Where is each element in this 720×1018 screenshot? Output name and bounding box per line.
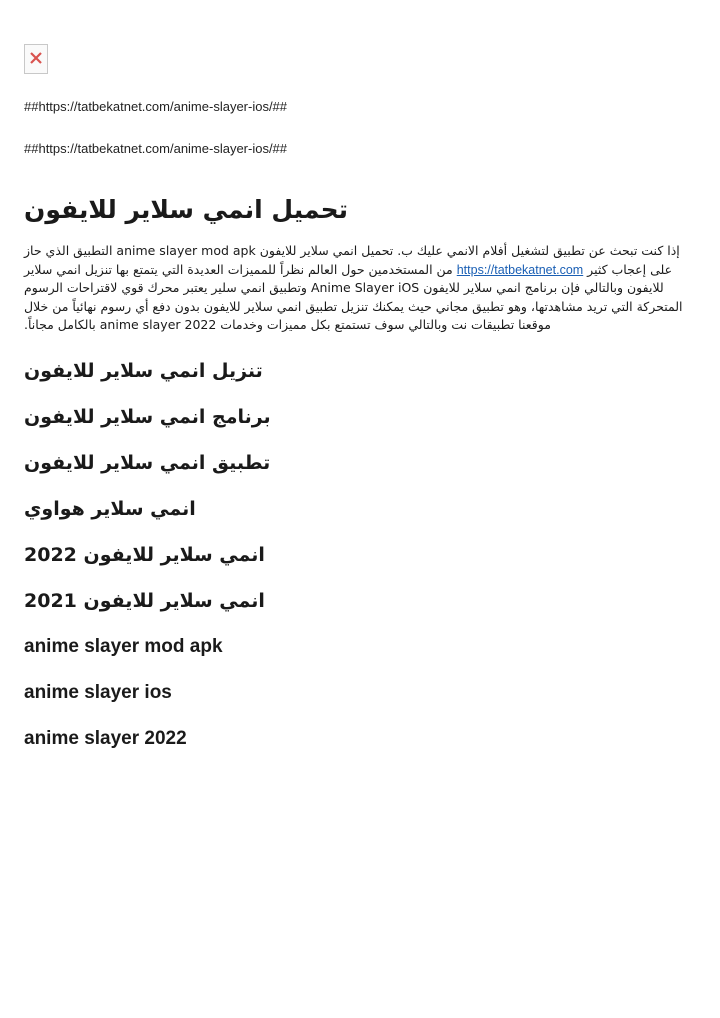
section-heading: تنزيل انمي سلاير للايفون — [24, 359, 263, 382]
section-heading: برنامج انمي سلاير للايفون — [24, 405, 271, 428]
section-heading: تطبيق انمي سلاير للايفون — [24, 451, 271, 474]
section-heading: anime slayer ios — [24, 681, 172, 703]
source-url-line: ##https://tatbekatnet.com/anime-slayer-ios/## — [24, 99, 288, 114]
intro-paragraph — [24, 242, 696, 335]
paragraph-text: من المستخدمين حول العالم نظراً للمميزات العديدة التي يتمتع بها تنزيل انمي سلاير للايفون وبالتالي فإن برنامج انمي سلاير للايفون Anime Slayer iOS وتطبيق انمي سلير يعتبر محرك قوي لاقتراحات الرسوم المتحركة التي تريد مشاهدتها، وهو تطبيق مجاني حيث يمكنك تنزيل تطبيق انمي سلاير للايفون بدون دفع أي رسوم نهائياً من خلال موقعنا تطبيقات نت وبالتالي سوف تستمتع بكل مميزات وخدمات anime slayer 2022 بالكامل مجاناً. — [24, 261, 683, 332]
section-heading: anime slayer mod apk — [24, 635, 223, 657]
section-heading: انمي سلاير هواوي — [24, 497, 196, 520]
section-heading: انمي سلاير للايفون 2021 — [24, 589, 265, 612]
section-heading: انمي سلاير للايفون 2022 — [24, 543, 265, 566]
broken-image-icon — [29, 51, 43, 65]
section-heading: anime slayer 2022 — [24, 727, 187, 749]
document-page — [24, 44, 696, 753]
page-title: تحميل انمي سلاير للايفون — [24, 195, 349, 224]
source-url-line: ##https://tatbekatnet.com/anime-slayer-ios/## — [24, 141, 288, 156]
paragraph-text: إذا كنت تبحث عن تطبيق لتشغيل أفلام الانمي عليك ب. تحميل انمي سلاير للايفون anime slayer mod apk التطبيق الذي حاز على إعجاب كثير — [24, 243, 680, 277]
paragraph-link[interactable]: https://tatbekatnet.com — [456, 262, 584, 277]
broken-image-placeholder — [24, 44, 48, 74]
